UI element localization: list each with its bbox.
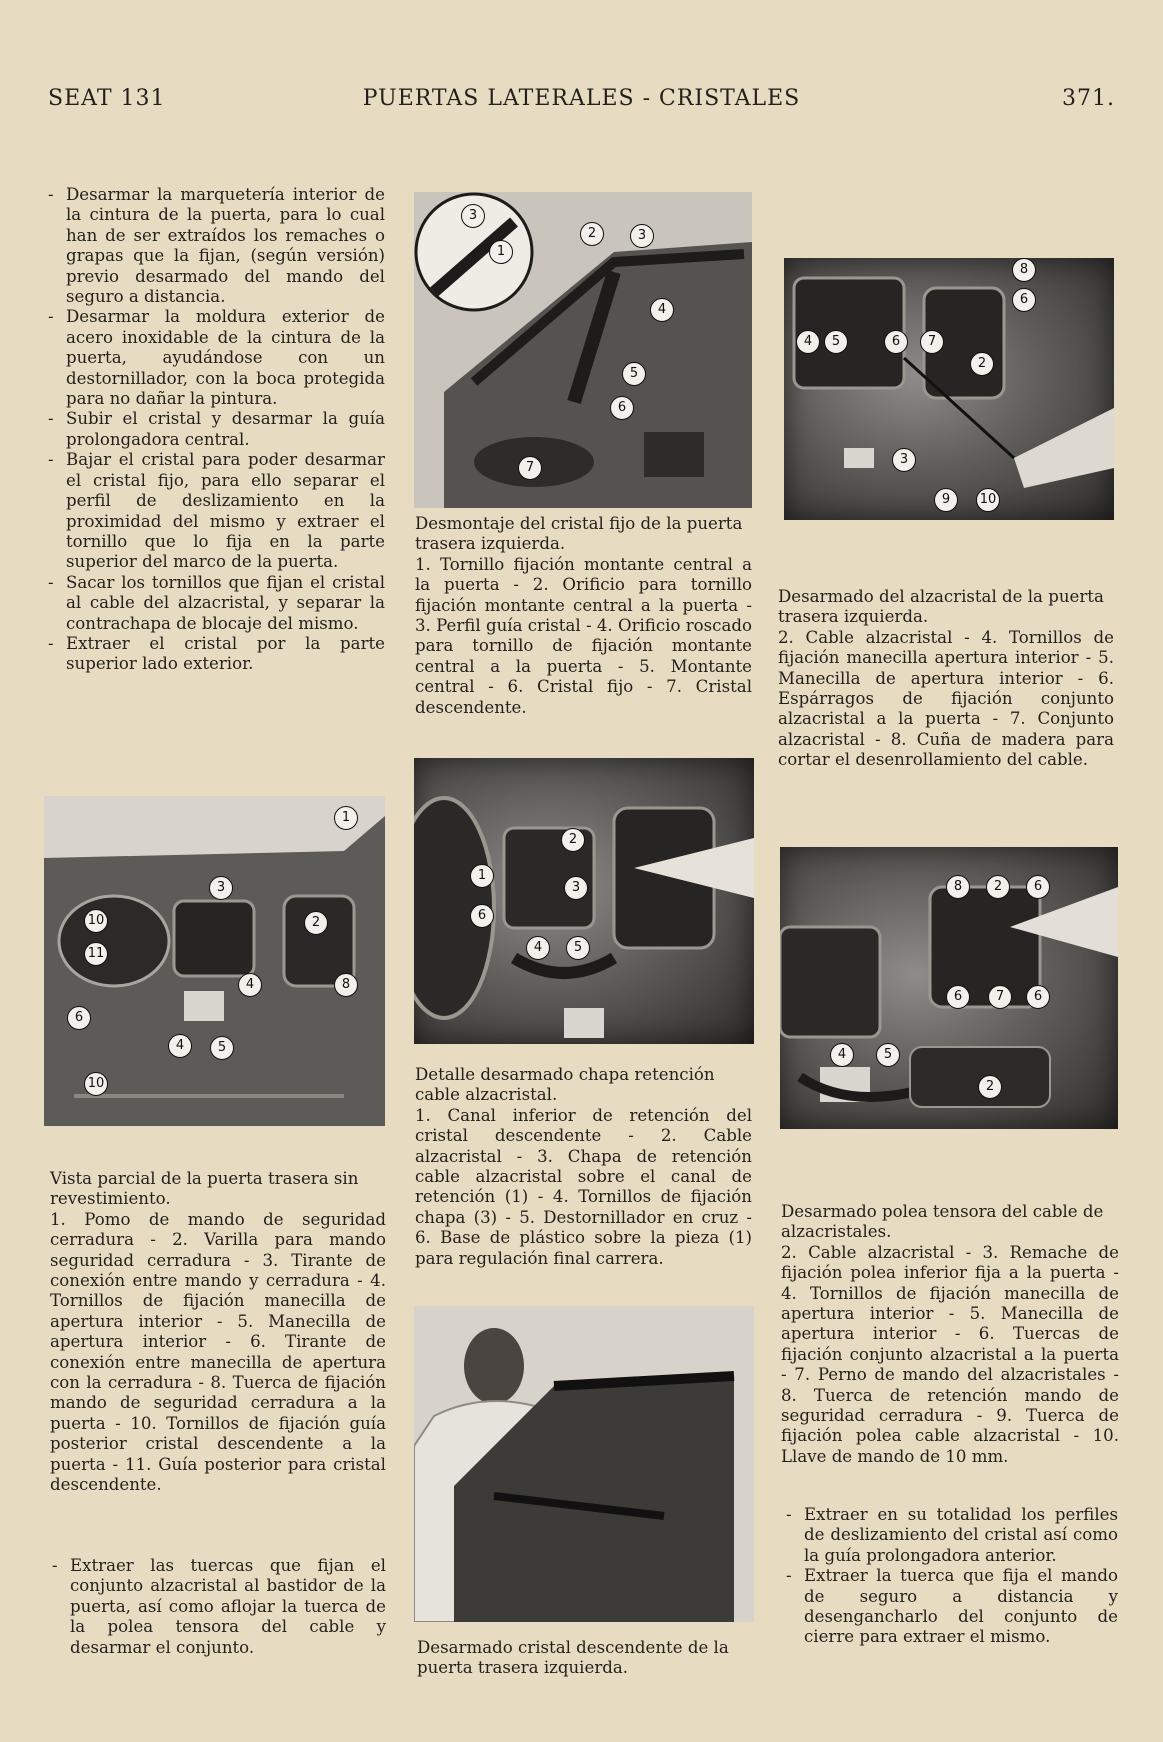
callout-label: 9	[934, 488, 958, 512]
callout-label: 8	[334, 973, 358, 997]
callout-label: 10	[976, 488, 1000, 512]
caption-title: Desarmado polea tensora del cable de alzacristales.	[781, 1202, 1104, 1242]
callout-label: 4	[526, 936, 550, 960]
step-item: - Extraer en su totalidad los perfiles de deslizamiento del cristal así como la guía prolongadora anterior.	[782, 1505, 1118, 1566]
callout-label: 11	[84, 942, 108, 966]
step-item: - Sacar los tornillos que fijan el cristal al cable del alzacristal, y separar la contrachapa de blocaje del mismo.	[44, 573, 385, 634]
caption-glass-removal	[417, 1638, 754, 1679]
caption-title: Desarmado cristal descendente de la puerta trasera izquierda.	[417, 1638, 729, 1678]
step-item: - Desarmar la moldura exterior de acero inoxidable de la cintura de la puerta, ayudándose con un destornillador, con la boca protegida para no dañar la pintura.	[44, 307, 385, 409]
caption-fixed-glass	[415, 514, 752, 718]
callout-label: 3	[209, 876, 233, 900]
column1-steps	[44, 185, 385, 675]
caption-body: 2. Cable alzacristal - 4. Tornillos de fijación manecilla apertura interior - 5. Manecilla de apertura interior - 6. Espárragos de fijación conjunto alzacristal a la puerta - 7. Conjunto alzacristal - 8. Cuña de madera para cortar el desenrollamiento del cable.	[778, 627, 1114, 770]
window-regulator-sketch	[784, 258, 1114, 520]
callout-label: 8	[946, 875, 970, 899]
callout-label: 4	[650, 298, 674, 322]
step-item: - Bajar el cristal para poder desarmar el cristal fijo, para ello separar el perfil de deslizamiento en la proximidad del mismo y extraer el tornillo que lo fija en la parte superior del marco de la puerta.	[44, 450, 385, 572]
callout-label: 2	[978, 1075, 1002, 1099]
caption-body: 1. Pomo de mando de seguridad cerradura - 2. Varilla para mando seguridad cerradura - 3. Tirante de conexión entre mando y cerradura - 4. Tornillos de fijación manecilla de apertura interior - 5. Manecilla de apertura interior - 6. Tirante de conexión entre manecilla de apertura con la cerradura - 8. Tuerca de fijación mando de seguridad cerradura a la puerta - 10. Tornillos de fijación guía posterior cristal descendente a la puerta - 11. Guía posterior para cristal descendente.	[50, 1209, 386, 1495]
step-item: - Extraer el cristal por la parte superior lado exterior.	[44, 634, 385, 675]
photo-glass-removal-man	[414, 1306, 754, 1622]
caption-cable-retention	[415, 1065, 752, 1269]
caption-door-interior	[50, 1169, 386, 1496]
photo-window-regulator	[784, 258, 1114, 520]
callout-label: 2	[304, 911, 328, 935]
callout-label: 7	[988, 985, 1012, 1009]
step-item: - Extraer la tuerca que fija el mando de seguro a distancia y desengancharlo del conjunto de cierre para extraer el mismo.	[782, 1566, 1118, 1648]
caption-tensioner-pulley	[781, 1202, 1119, 1467]
callout-label: 2	[970, 352, 994, 376]
callout-label: 6	[470, 904, 494, 928]
callout-label: 3	[630, 224, 654, 248]
caption-body: 1. Canal inferior de retención del cristal descendente - 2. Cable alzacristal - 3. Chapa de retención cable alzacristal sobre el canal de retención (1) - 4. Tornillos de fijación chapa (3) - 5. Destornillador en cruz - 6. Base de plástico sobre la pieza (1) para regulación final carrera.	[415, 1105, 752, 1268]
callout-label: 5	[566, 936, 590, 960]
callout-label: 4	[168, 1034, 192, 1058]
caption-body: 2. Cable alzacristal - 3. Remache de fijación polea inferior fija a la puerta - 4. Tornillos de fijación manecilla de apertura interior - 5. Manecilla de apertura interior - 6. Tuercas de fijación conjunto alzacristal a la puerta - 7. Perno de mando del alzacristales - 8. Tuerca de retención mando de seguridad cerradura - 9. Tuerca de fijación polea cable alzacristal - 10. Llave de mando de 10 mm.	[781, 1242, 1119, 1466]
header-page-number: 371.	[1062, 86, 1115, 111]
callout-label: 3	[461, 204, 485, 228]
caption-title: Detalle desarmado chapa retención cable alzacristal.	[415, 1065, 715, 1105]
callout-label: 7	[920, 330, 944, 354]
step-item: - Desarmar la marquetería interior de la cintura de la puerta, para lo cual han de ser extraídos los remaches o grapas que la fijan, (según versión) previo desarmado del mando del seguro a distancia.	[44, 185, 385, 307]
column1-bottom-step	[48, 1556, 386, 1658]
callout-label: 2	[986, 875, 1010, 899]
callout-label: 4	[796, 330, 820, 354]
callout-label: 2	[580, 222, 604, 246]
callout-label: 3	[564, 876, 588, 900]
callout-label: 6	[1026, 875, 1050, 899]
callout-label: 6	[946, 985, 970, 1009]
photo-door-interior	[44, 796, 385, 1126]
callout-label: 2	[561, 828, 585, 852]
caption-body: 1. Tornillo fijación montante central a la puerta - 2. Orificio para tornillo fijación montante central a la puerta - 3. Perfil guía cristal - 4. Orificio roscado para tornillo de fijación montante central a la puerta - 5. Montante central - 6. Cristal fijo - 7. Cristal descendente.	[415, 554, 752, 717]
callout-label: 1	[470, 864, 494, 888]
caption-title: Desmontaje del cristal fijo de la puerta trasera izquierda.	[415, 514, 743, 554]
callout-label: 5	[210, 1036, 234, 1060]
callout-label: 4	[830, 1043, 854, 1067]
callout-label: 8	[1012, 258, 1036, 282]
callout-label: 6	[1012, 288, 1036, 312]
callout-label: 3	[892, 448, 916, 472]
man-with-glass-sketch	[414, 1306, 754, 1622]
callout-label: 1	[489, 240, 513, 264]
column3-steps	[782, 1505, 1118, 1648]
callout-label: 7	[518, 456, 542, 480]
step-item: - Subir el cristal y desarmar la guía prolongadora central.	[44, 409, 385, 450]
caption-title: Desarmado del alzacristal de la puerta trasera izquierda.	[778, 587, 1104, 627]
photo-cable-retention	[414, 758, 754, 1044]
callout-label: 5	[622, 362, 646, 386]
callout-label: 4	[238, 973, 262, 997]
callout-label: 6	[610, 396, 634, 420]
photo-fixed-glass-removal	[414, 192, 752, 508]
callout-label: 1	[334, 806, 358, 830]
callout-label: 5	[876, 1043, 900, 1067]
callout-label: 6	[67, 1006, 91, 1030]
callout-label: 10	[84, 909, 108, 933]
header-model: SEAT 131	[48, 86, 166, 111]
photo-tensioner-pulley	[780, 847, 1118, 1129]
cable-retention-sketch	[414, 758, 754, 1044]
callout-label: 6	[884, 330, 908, 354]
step-item: - Extraer las tuercas que fijan el conjunto alzacristal al bastidor de la puerta, así como aflojar la tuerca de la polea tensora del cable y desarmar el conjunto.	[48, 1556, 386, 1658]
callout-label: 6	[1026, 985, 1050, 1009]
callout-label: 10	[84, 1072, 108, 1096]
header-section-title: PUERTAS LATERALES - CRISTALES	[362, 86, 801, 111]
caption-window-regulator	[778, 587, 1114, 771]
caption-title: Vista parcial de la puerta trasera sin revestimiento.	[50, 1169, 359, 1209]
callout-label: 5	[824, 330, 848, 354]
